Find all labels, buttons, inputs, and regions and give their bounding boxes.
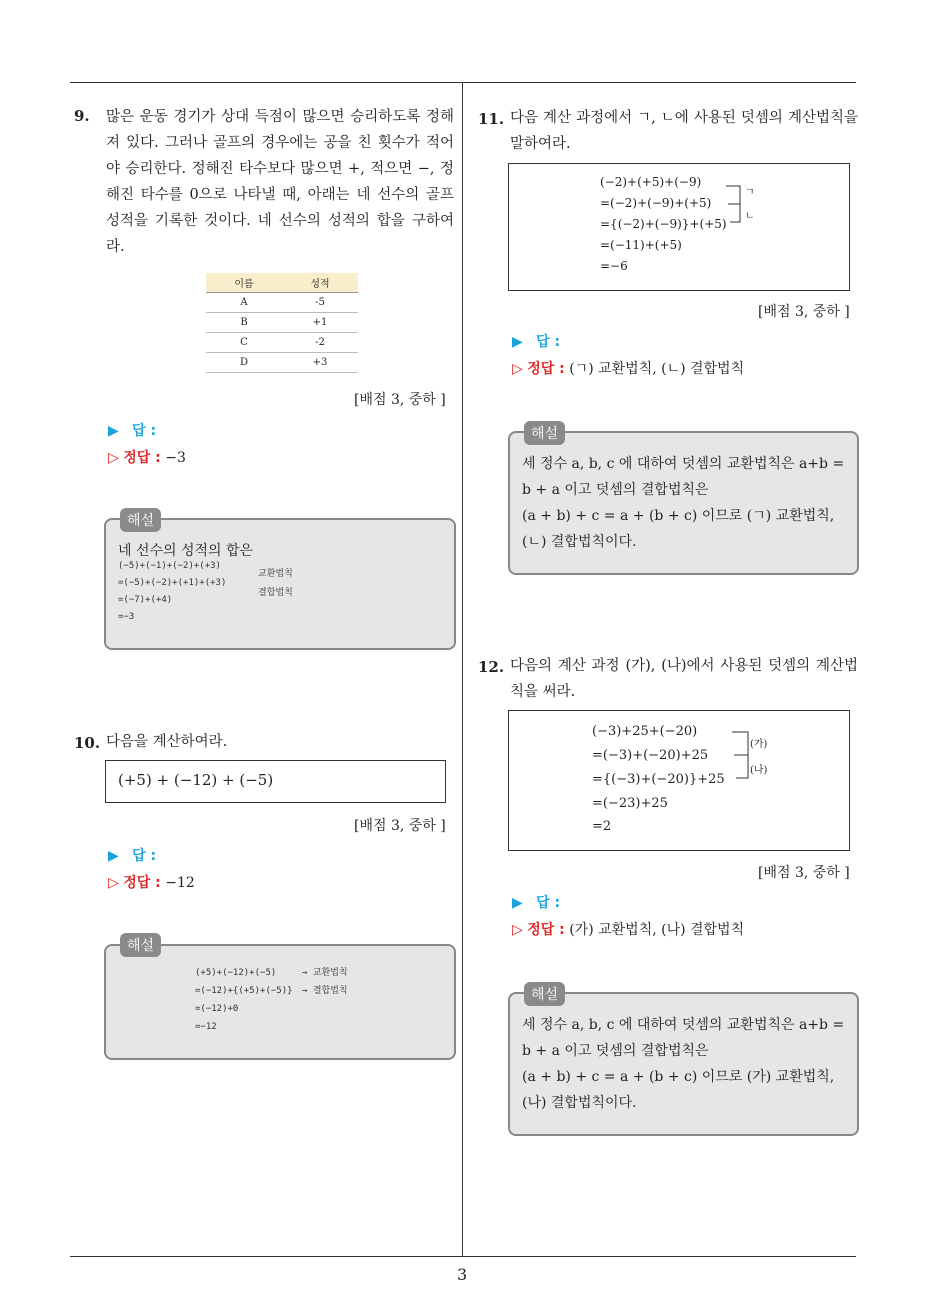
bottom-rule bbox=[70, 1256, 856, 1257]
question-12-number: 12. bbox=[478, 658, 505, 676]
correct-answer-line bbox=[108, 872, 195, 892]
calc-line: (−2)+(+5)+(−9) bbox=[600, 175, 702, 189]
calc-side-label: (가) bbox=[750, 739, 768, 750]
table-row: A -5 bbox=[206, 293, 358, 313]
outline-triangle-icon: ▷ bbox=[108, 450, 119, 466]
solution-side: → 교환법칙 bbox=[302, 968, 348, 978]
top-rule bbox=[70, 82, 856, 83]
correct-label: 정답 : bbox=[123, 875, 161, 891]
solution-line: 세 정수 a, b, c 에 대하여 덧셈의 교환법칙은 a+b = bbox=[522, 1017, 845, 1033]
answer-line bbox=[512, 892, 560, 912]
question-10-text: 다음을 계산하여라. bbox=[106, 734, 228, 750]
calc-line: (−3)+25+(−20) bbox=[592, 724, 698, 739]
calc-side-label: ㄴ bbox=[745, 211, 755, 222]
calc-line: ={(−2)+(−9)}+(+5) bbox=[600, 217, 727, 231]
outline-triangle-icon: ▷ bbox=[512, 361, 523, 377]
solution-line: =−12 bbox=[195, 1022, 217, 1032]
correct-value: −12 bbox=[165, 875, 195, 891]
score-label: [배점 3, 중하 ] bbox=[354, 392, 446, 408]
solution-line: (나) 결합법칙이다. bbox=[522, 1095, 637, 1111]
correct-answer-line bbox=[512, 919, 744, 939]
correct-label: 정답 : bbox=[527, 922, 565, 938]
correct-label: 정답 : bbox=[527, 361, 565, 377]
answer-line bbox=[108, 845, 156, 865]
solution-line: b + a 이고 덧셈의 결합법칙은 bbox=[522, 1043, 709, 1059]
score-table bbox=[206, 273, 358, 373]
correct-label: 정답 : bbox=[123, 450, 161, 466]
solution-tag: 해설 bbox=[120, 933, 161, 957]
solution-line: =(−12)+0 bbox=[195, 1004, 239, 1014]
calc-line: =(−11)+(+5) bbox=[600, 238, 682, 252]
score-label: [배점 3, 중하 ] bbox=[758, 865, 850, 881]
solution-line: =(−7)+(+4) bbox=[118, 595, 173, 605]
solution-line: (−5)+(−1)+(−2)+(+3) bbox=[118, 561, 221, 571]
column-divider bbox=[462, 82, 463, 1257]
table-row: C -2 bbox=[206, 333, 358, 353]
solution-side: 결합법칙 bbox=[258, 588, 293, 598]
solution-tag: 해설 bbox=[524, 982, 565, 1006]
page-number: 3 bbox=[457, 1265, 468, 1284]
solution-line: (ㄴ) 결합법칙이다. bbox=[522, 534, 637, 550]
table-header: 성적 bbox=[282, 273, 358, 293]
question-10-number: 10. bbox=[74, 734, 101, 752]
calc-line: =(−2)+(−9)+(+5) bbox=[600, 196, 712, 210]
play-icon: ▶ bbox=[512, 895, 523, 911]
question-11-number: 11. bbox=[478, 110, 505, 128]
correct-answer-line bbox=[108, 447, 186, 467]
answer-label: 답 : bbox=[132, 423, 157, 439]
solution-line: (a + b) + c = a + (b + c) 이므로 (가) 교환법칙, bbox=[522, 1069, 835, 1085]
question-9-number: 9. bbox=[74, 107, 90, 125]
correct-value: (가) 교환법칙, (나) 결합법칙 bbox=[569, 922, 745, 938]
answer-label: 답 : bbox=[536, 895, 561, 911]
question-11-text: 다음 계산 과정에서 ㄱ, ㄴ에 사용된 덧셈의 계산법칙을 말하여라. bbox=[510, 110, 858, 152]
solution-tag: 해설 bbox=[524, 421, 565, 445]
calc-line: =(−3)+(−20)+25 bbox=[592, 748, 709, 763]
calc-line: =2 bbox=[592, 819, 612, 834]
answer-label: 답 : bbox=[536, 334, 561, 350]
expression-text: (+5) + (−12) + (−5) bbox=[118, 771, 274, 789]
play-icon: ▶ bbox=[512, 334, 523, 350]
play-icon: ▶ bbox=[108, 423, 119, 439]
answer-line bbox=[108, 420, 156, 440]
correct-value: (ㄱ) 교환법칙, (ㄴ) 결합법칙 bbox=[569, 361, 745, 377]
score-label: [배점 3, 중하 ] bbox=[758, 304, 850, 320]
correct-answer-line bbox=[512, 358, 744, 378]
play-icon: ▶ bbox=[108, 848, 119, 864]
correct-value: −3 bbox=[165, 450, 186, 466]
solution-box bbox=[104, 944, 456, 1060]
score-label: [배점 3, 중하 ] bbox=[354, 818, 446, 834]
solution-line: =(−12)+{(+5)+(−5)} bbox=[195, 986, 293, 996]
solution-line: (+5)+(−12)+(−5) bbox=[195, 968, 277, 978]
solution-line: =−3 bbox=[118, 612, 135, 622]
solution-side: 교환법칙 bbox=[258, 569, 293, 579]
answer-label: 답 : bbox=[132, 848, 157, 864]
answer-line bbox=[512, 331, 560, 351]
solution-line: b + a 이고 덧셈의 결합법칙은 bbox=[522, 482, 709, 498]
calc-side-label: (나) bbox=[750, 765, 768, 776]
table-row: B +1 bbox=[206, 313, 358, 333]
table-row: D +3 bbox=[206, 353, 358, 373]
solution-line: =(−5)+(−2)+(+1)+(+3) bbox=[118, 578, 227, 588]
question-12-text: 다음의 계산 과정 (가), (나)에서 사용된 덧셈의 계산법칙을 써라. bbox=[510, 658, 858, 700]
solution-text: 네 선수의 성적의 합은 bbox=[118, 543, 254, 559]
outline-triangle-icon: ▷ bbox=[512, 922, 523, 938]
solution-line: (a + b) + c = a + (b + c) 이므로 (ㄱ) 교환법칙, bbox=[522, 508, 835, 524]
solution-tag: 해설 bbox=[120, 508, 161, 532]
calc-line: =−6 bbox=[600, 259, 628, 273]
question-9-text: 많은 운동 경기가 상대 득점이 많으면 승리하도록 정해져 있다. 그러나 골프의 경우에는 공을 친 횟수가 적어야 승리한다. 정해진 타수보다 많으면 +, 적으면 −, 정해진 타수를 0으로 나타낼 때, 아래는 네 선수의 골프 성적을 기록한 것이다. 네 선수의 성적의 합을 구하여라. bbox=[106, 109, 454, 255]
solution-side: → 결합법칙 bbox=[302, 986, 348, 996]
calc-line: =(−23)+25 bbox=[592, 796, 668, 811]
calc-line: ={(−3)+(−20)}+25 bbox=[592, 772, 725, 787]
calc-side-label: ㄱ bbox=[745, 187, 755, 198]
outline-triangle-icon: ▷ bbox=[108, 875, 119, 891]
table-header: 이름 bbox=[206, 273, 282, 293]
solution-line: 세 정수 a, b, c 에 대하여 덧셈의 교환법칙은 a+b = bbox=[522, 456, 845, 472]
